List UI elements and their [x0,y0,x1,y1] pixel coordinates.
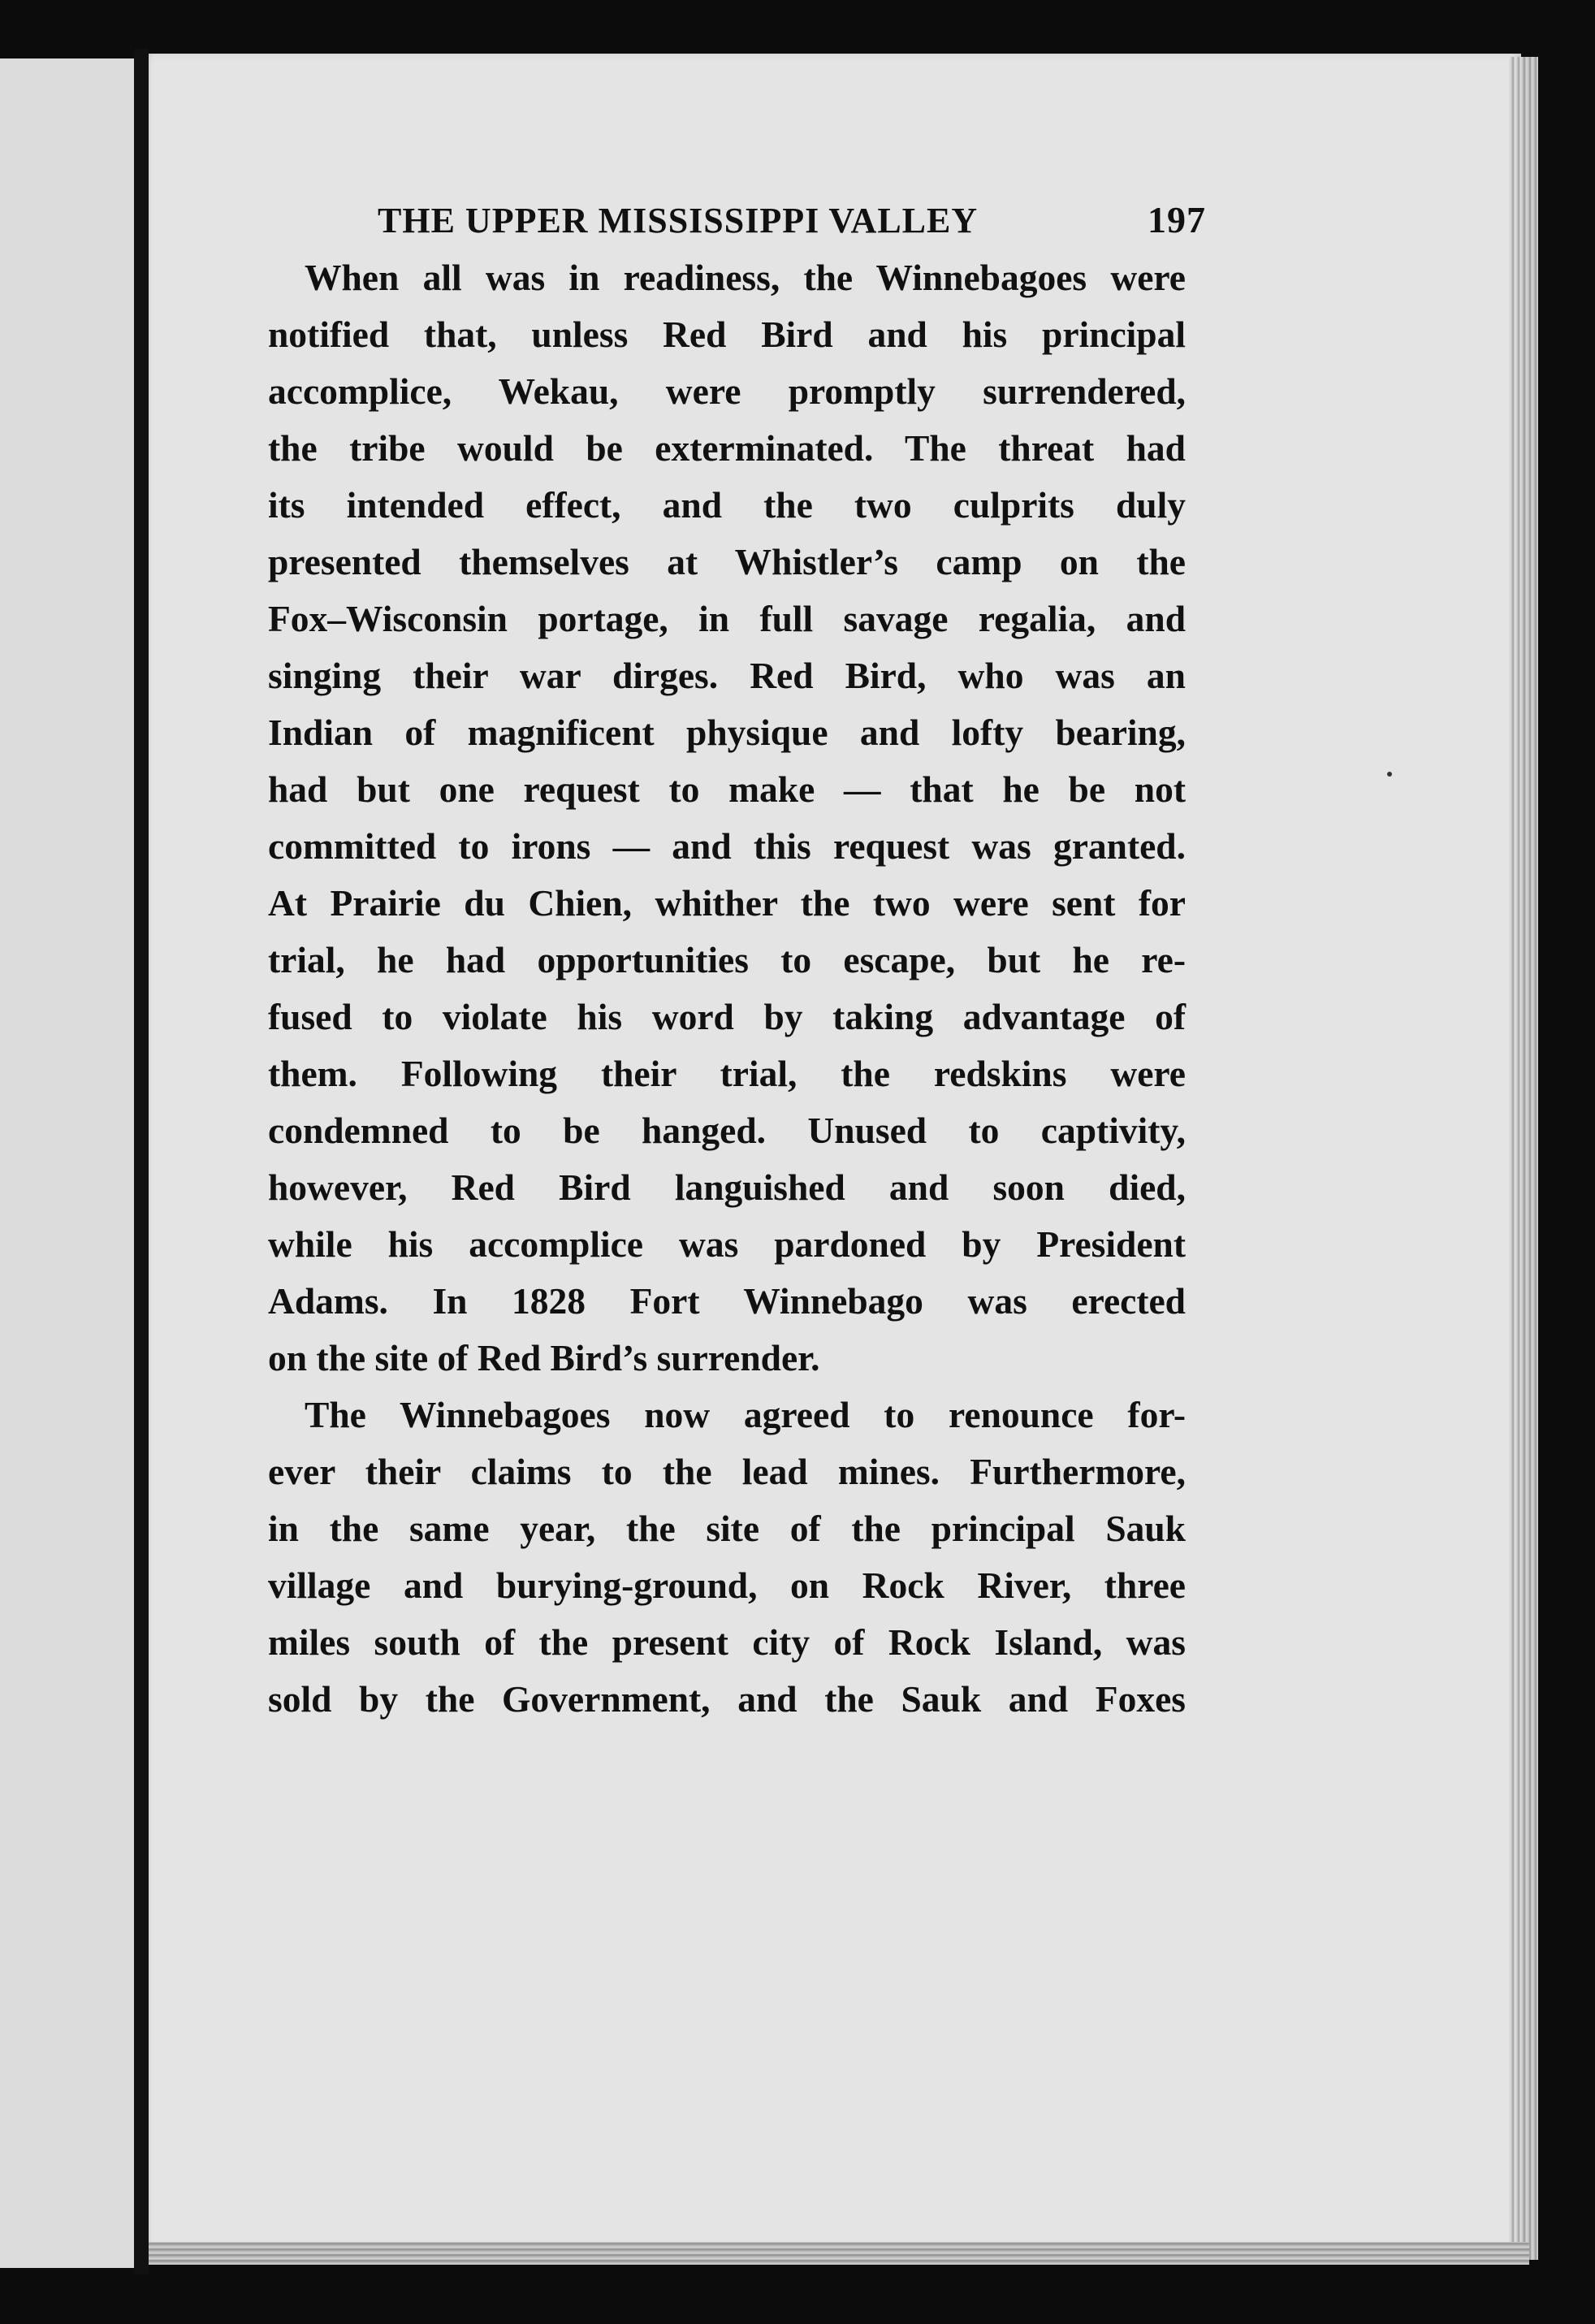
text-line: notified that, unless Red Bird and his principal [268,314,1186,355]
text-line: fused to violate his word by taking advantage of [268,996,1186,1037]
paragraph-2 [268,1387,1186,1728]
page-text [268,198,1206,1728]
text-line: Fox–Wisconsin portage, in full savage regalia, and [268,598,1186,639]
text-line: ever their claims to the lead mines. Furthermore, [268,1451,1186,1492]
text-line: while his accomplice was pardoned by President [268,1223,1186,1265]
text-line: them. Following their trial, the redskins were [268,1053,1186,1094]
text-line: The Winnebagoes now agreed to renounce for- [305,1394,1186,1435]
text-line: At Prairie du Chien, whither the two were sent for [268,882,1186,924]
paragraph-1 [268,249,1186,1387]
running-head-title: THE UPPER MISSISSIPPI VALLEY [378,201,979,240]
text-line: its intended effect, and the two culprits duly [268,484,1186,526]
text-line: however, Red Bird languished and soon died, [268,1166,1186,1208]
ink-speck [1387,772,1392,777]
text-line: accomplice, Wekau, were promptly surrendered, [268,370,1186,412]
text-line: presented themselves at Whistler’s camp on the [268,541,1186,582]
text-line: sold by the Government, and the Sauk and Foxes [268,1678,1186,1720]
text-line: Indian of magnificent physique and lofty bearing, [268,712,1186,753]
scan-border [1538,0,1595,2324]
text-line: trial, he had opportunities to escape, but he re- [268,939,1186,980]
text-line: miles south of the present city of Rock Island, was [268,1621,1186,1663]
running-head [378,198,1206,241]
page-bottom-edge [149,2242,1529,2265]
text-line: singing their war dirges. Red Bird, who was an [268,655,1186,696]
text-line: the tribe would be exterminated. The threat had [268,427,1186,469]
text-line: village and burying-ground, on Rock River, three [268,1564,1186,1606]
text-line: had but one request to make — that he be not [268,768,1186,810]
facing-page-edge [0,58,134,2268]
text-line: committed to irons — and this request was granted. [268,825,1186,867]
text-line: in the same year, the site of the principal Sauk [268,1508,1186,1549]
text-line: Adams. In 1828 Fort Winnebago was erected [268,1280,1186,1322]
text-line: When all was in readiness, the Winnebagoes were [305,257,1186,298]
page-stack-edge [1509,57,1538,2260]
page-number: 197 [1148,199,1206,240]
text-line: condemned to be hanged. Unused to captivity, [268,1110,1186,1151]
text-line: on the site of Red Bird’s surrender. [268,1337,820,1378]
book-gutter [134,49,149,2274]
